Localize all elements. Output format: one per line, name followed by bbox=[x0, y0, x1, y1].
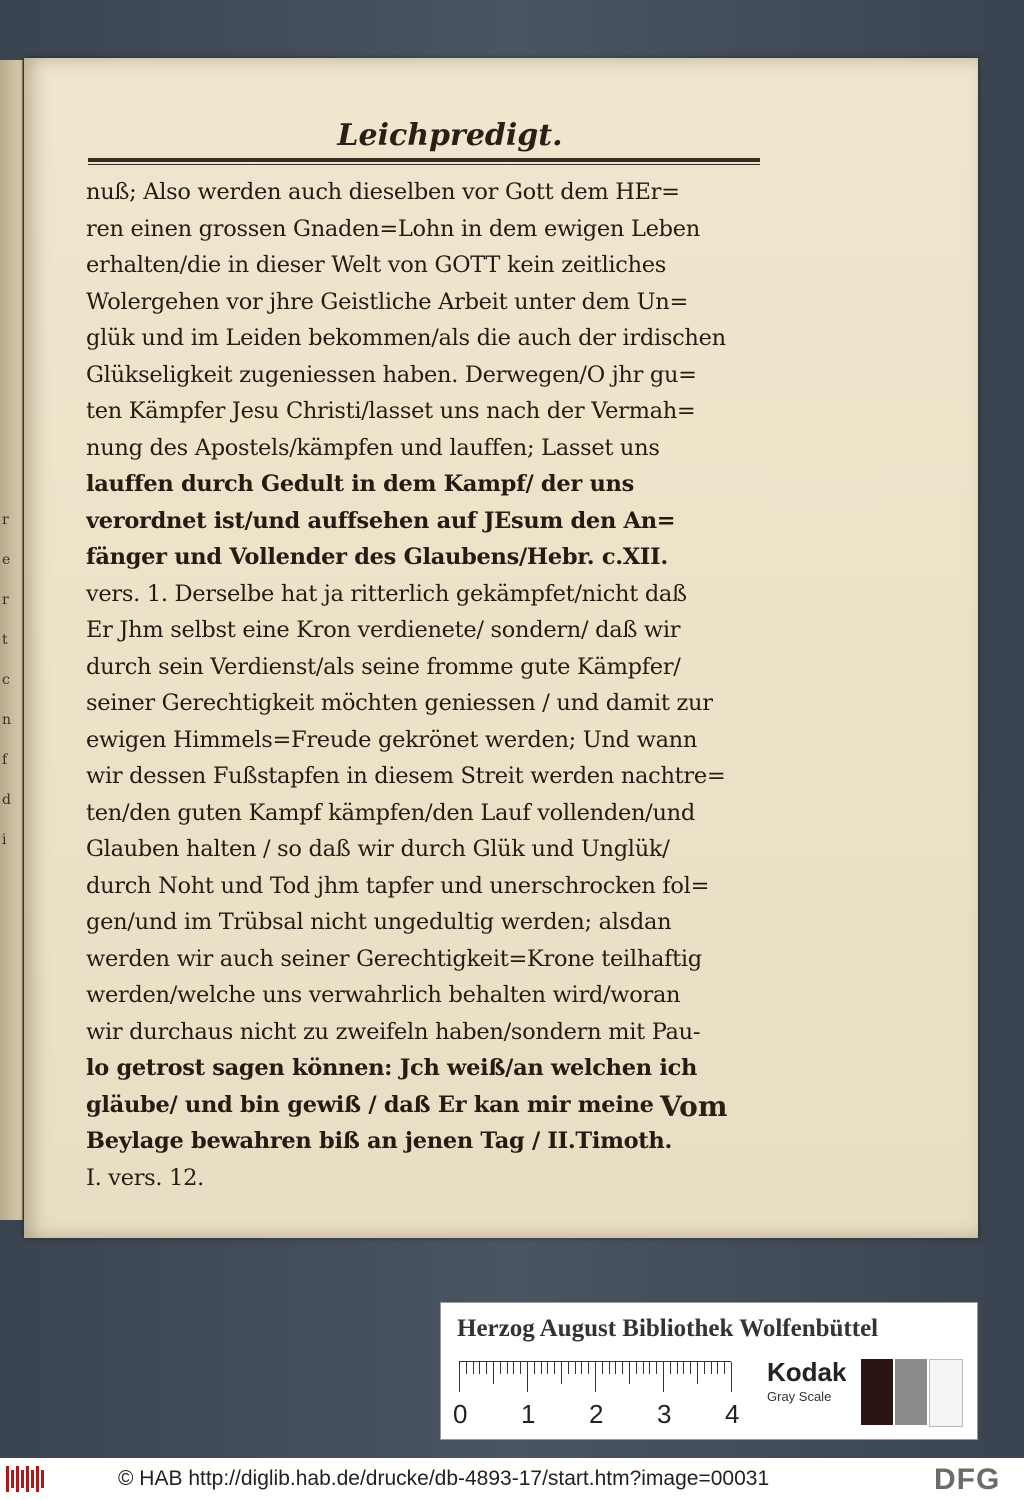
ruler-tick bbox=[704, 1362, 705, 1374]
ruler-tick bbox=[466, 1362, 467, 1374]
ruler-tick bbox=[534, 1362, 535, 1374]
text-line: durch sein Verdienst/als seine fromme gute Kämpfer/ bbox=[86, 653, 681, 680]
ruler-tick bbox=[629, 1362, 630, 1384]
ruler-tick bbox=[649, 1362, 650, 1374]
ruler-tick bbox=[683, 1362, 684, 1374]
previous-page-letter: r bbox=[2, 512, 9, 528]
catchword: Vom bbox=[660, 1090, 728, 1123]
ruler-tick bbox=[724, 1362, 725, 1374]
text-line: wir dessen Fußstapfen in diesem Streit werden nachtre= bbox=[86, 763, 726, 789]
previous-page-letter: d bbox=[2, 792, 11, 808]
ruler-tick bbox=[561, 1362, 562, 1384]
ruler-tick bbox=[670, 1362, 671, 1374]
previous-page-letters bbox=[2, 500, 20, 860]
ruler-tick bbox=[554, 1362, 555, 1374]
text-line: fänger und Vollender des Glaubens/Hebr. c.XII. bbox=[86, 544, 668, 570]
text-line: werden wir auch seiner Gerechtigkeit=Krone teilhaftig bbox=[86, 945, 702, 972]
text-line: Glauben halten / so daß wir durch Glük und Unglük/ bbox=[86, 836, 670, 862]
ruler-tick bbox=[527, 1362, 528, 1392]
previous-page-letter: c bbox=[2, 672, 10, 688]
ruler-tick bbox=[602, 1362, 603, 1374]
text-line: wir durchaus nicht zu zweifeln haben/sondern mit Pau- bbox=[86, 1018, 701, 1045]
swatch-dark bbox=[861, 1359, 893, 1425]
previous-page-letter: t bbox=[2, 632, 8, 648]
text-line: nuß; Also werden auch dieselben vor Gott dem HEr= bbox=[86, 179, 680, 205]
ruler-tick bbox=[568, 1362, 569, 1374]
ruler-tick bbox=[643, 1362, 644, 1374]
body-text bbox=[86, 174, 766, 1196]
text-line: Beylage bewahren biß an jenen Tag / II.Timoth. bbox=[86, 1128, 672, 1154]
ruler-tick bbox=[663, 1362, 664, 1392]
swatch-mid bbox=[895, 1359, 927, 1425]
text-line: gen/und im Trübsal nicht ungedultig werden; alsdan bbox=[86, 909, 672, 935]
text-line: durch Noht und Tod jhm tapfer und unerschrocken fol= bbox=[86, 872, 710, 899]
ruler-tick bbox=[717, 1362, 718, 1374]
gray-scale-label: Gray Scale bbox=[767, 1389, 832, 1404]
library-name: Herzog August Bibliothek Wolfenbüttel bbox=[457, 1315, 879, 1342]
previous-page-letter: f bbox=[2, 752, 8, 768]
ruler-tick bbox=[636, 1362, 637, 1374]
text-line: glük und im Leiden bekommen/als die auch der irdischen bbox=[86, 325, 726, 351]
viewer-footer bbox=[0, 1458, 1024, 1500]
ruler-tick bbox=[541, 1362, 542, 1374]
ruler-tick bbox=[697, 1362, 698, 1384]
ruler-tick bbox=[493, 1362, 494, 1384]
previous-page-letter: i bbox=[2, 832, 7, 848]
ruler-tick bbox=[547, 1362, 548, 1374]
ruler-tick bbox=[731, 1362, 732, 1392]
ruler-tick bbox=[677, 1362, 678, 1374]
dfg-logo[interactable]: DFG bbox=[934, 1463, 1001, 1496]
head-rule bbox=[88, 158, 760, 162]
text-line: seiner Gerechtigkeit möchten geniessen / und damit zur bbox=[86, 690, 713, 716]
ruler-tick bbox=[500, 1362, 501, 1374]
running-head: Leichpredigt. bbox=[337, 118, 563, 153]
ruler-tick bbox=[595, 1362, 596, 1392]
text-line: Glükseligkeit zugeniessen haben. Derwegen/O jhr gu= bbox=[86, 361, 697, 388]
text-line: lauffen durch Gedult in dem Kampf/ der uns bbox=[86, 471, 634, 497]
text-line: ewigen Himmels=Freude gekrönet werden; Und wann bbox=[86, 726, 698, 753]
ruler-tick bbox=[473, 1362, 474, 1374]
color-target-card bbox=[440, 1302, 978, 1440]
previous-page-letter: r bbox=[2, 592, 9, 608]
scale-ruler bbox=[459, 1361, 731, 1394]
ruler-tick bbox=[513, 1362, 514, 1374]
ruler-tick bbox=[690, 1362, 691, 1374]
text-line: nung des Apostels/kämpfen und lauffen; Lasset uns bbox=[86, 434, 660, 461]
text-line: ten/den guten Kampf kämpfen/den Lauf vollenden/und bbox=[86, 799, 695, 826]
ruler-tick bbox=[622, 1362, 623, 1374]
head-rule-thin bbox=[88, 164, 760, 165]
scale-number: 0 bbox=[453, 1399, 468, 1429]
ruler-tick bbox=[575, 1362, 576, 1374]
text-line: Er Jhm selbst eine Kron verdienete/ sondern/ daß wir bbox=[86, 617, 681, 643]
scale-number: 3 bbox=[657, 1399, 672, 1429]
previous-page-letter: e bbox=[2, 552, 11, 568]
ruler-tick bbox=[588, 1362, 589, 1374]
ruler-tick bbox=[520, 1362, 521, 1374]
text-line: verordnet ist/und auffsehen auf JEsum den An= bbox=[86, 507, 676, 534]
ruler-tick bbox=[615, 1362, 616, 1374]
ruler-tick bbox=[507, 1362, 508, 1374]
ruler-tick bbox=[459, 1362, 460, 1392]
scale-number: 2 bbox=[589, 1399, 604, 1429]
text-line: gläube/ und bin gewiß / daß Er kan mir meine bbox=[86, 1091, 654, 1118]
ruler-tick bbox=[609, 1362, 610, 1374]
text-line: I. vers. 12. bbox=[86, 1164, 205, 1191]
text-line: Wolergehen vor jhre Geistliche Arbeit unter dem Un= bbox=[86, 288, 689, 315]
copyright-link[interactable]: © HAB http://diglib.hab.de/drucke/db-4893-17/start.htm?image=00031 bbox=[118, 1467, 770, 1490]
ruler-tick bbox=[656, 1362, 657, 1374]
text-line: werden/welche uns verwahrlich behalten wird/woran bbox=[86, 982, 681, 1008]
text-line: ten Kämpfer Jesu Christi/lasset uns nach der Vermah= bbox=[86, 398, 696, 424]
text-line: ren einen grossen Gnaden=Lohn in dem ewigen Leben bbox=[86, 215, 700, 242]
ruler-tick bbox=[581, 1362, 582, 1374]
swatch-light bbox=[929, 1359, 963, 1427]
hab-logo-icon[interactable] bbox=[6, 1466, 46, 1492]
text-line: erhalten/die in dieser Welt von GOTT kein zeitliches bbox=[86, 252, 667, 278]
text-line: vers. 1. Derselbe hat ja ritterlich gekämpfet/nicht daß bbox=[86, 580, 687, 607]
scale-number: 1 bbox=[521, 1399, 536, 1429]
kodak-logo: Kodak bbox=[767, 1357, 847, 1387]
previous-page-letter: n bbox=[2, 712, 12, 728]
text-line: lo getrost sagen können: Jch weiß/an welchen ich bbox=[86, 1055, 698, 1081]
scale-number: 4 bbox=[725, 1399, 740, 1429]
previous-page-edge bbox=[0, 60, 23, 1220]
ruler-tick bbox=[711, 1362, 712, 1374]
ruler-tick bbox=[479, 1362, 480, 1374]
ruler-tick bbox=[486, 1362, 487, 1374]
